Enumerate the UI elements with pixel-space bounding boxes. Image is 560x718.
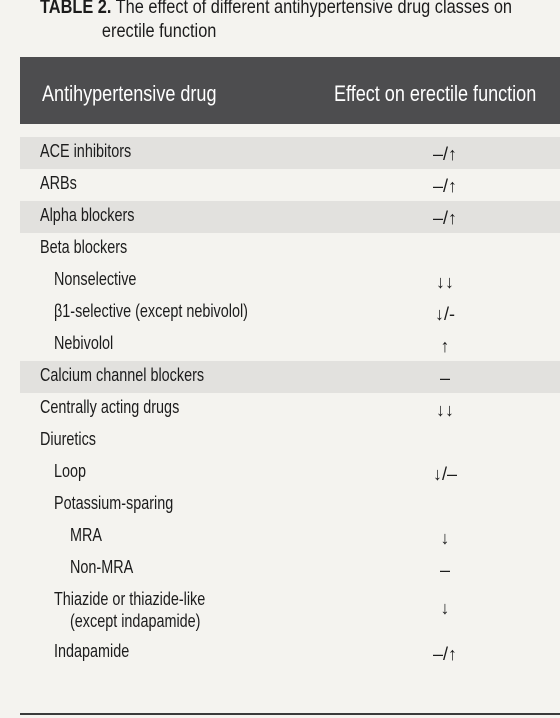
drug-name: Loop	[54, 461, 87, 481]
drug-name-continued: (except indapamide)	[70, 611, 201, 631]
effect-cell: –/↑	[432, 208, 457, 228]
drug-cell	[54, 460, 86, 482]
drug-cell	[70, 556, 133, 578]
table-body	[20, 137, 560, 669]
effect-cell: ↓	[440, 528, 450, 548]
effect-cell: ↑	[440, 336, 450, 356]
drug-cell	[54, 268, 136, 290]
header-drug: Antihypertensive drug	[42, 81, 217, 106]
drug-name: Thiazide or thiazide-like	[54, 589, 206, 609]
table-row	[20, 201, 560, 233]
table-row	[20, 233, 560, 265]
table-caption	[40, 0, 513, 44]
drug-cell	[54, 492, 173, 514]
effect-cell: –/↑	[432, 644, 457, 664]
drug-name: β1-selective (except nebivolol)	[54, 301, 248, 321]
drug-name: MRA	[70, 525, 102, 545]
drug-name: Non-MRA	[70, 557, 134, 577]
drug-name: ACE inhibitors	[40, 141, 132, 161]
drug-cell	[40, 204, 134, 226]
table-row	[20, 457, 560, 489]
table-row	[20, 393, 560, 425]
drug-cell	[40, 364, 204, 386]
effect-cell: –/↑	[432, 176, 457, 196]
drug-cell	[54, 640, 129, 662]
effect-cell: ↓/–	[432, 464, 457, 484]
drug-cell	[70, 524, 102, 546]
effect-cell: ↓	[440, 598, 450, 618]
drug-name: Nebivolol	[54, 333, 114, 353]
drug-cell	[40, 396, 179, 418]
drug-name: ARBs	[40, 173, 77, 193]
drug-name: Calcium channel blockers	[40, 365, 205, 385]
table-row	[20, 553, 560, 585]
drug-cell	[54, 588, 205, 632]
effect-cell: ↓↓	[436, 272, 454, 292]
drug-name: Alpha blockers	[40, 205, 135, 225]
table-row	[20, 489, 560, 521]
drug-cell	[40, 236, 127, 258]
header-effect: Effect on erectile function	[334, 81, 537, 106]
table-title-line1: The effect of different antihypertensive drug classes on	[115, 0, 513, 18]
table-row	[20, 521, 560, 553]
table-bottom-rule	[20, 713, 560, 715]
drug-name: Diuretics	[40, 429, 97, 449]
effect-cell: –	[439, 368, 450, 388]
table-row	[20, 265, 560, 297]
table-row	[20, 137, 560, 169]
table-title-line2: erectile function	[101, 21, 217, 42]
effect-cell: ↓/-	[435, 304, 455, 324]
drug-name: Beta blockers	[40, 237, 128, 257]
table-row	[20, 585, 560, 637]
drug-name: Potassium-sparing	[54, 493, 174, 513]
table-label: TABLE 2.	[40, 0, 112, 18]
drug-cell	[40, 140, 131, 162]
drug-name: Indapamide	[54, 641, 130, 661]
effect-cell: –/↑	[432, 144, 457, 164]
drug-cell	[54, 332, 113, 354]
table-header	[20, 57, 560, 124]
table-row	[20, 425, 560, 457]
table-row	[20, 169, 560, 201]
table-row	[20, 297, 560, 329]
table-row	[20, 637, 560, 669]
drug-cell	[40, 428, 96, 450]
drug-cell	[40, 172, 77, 194]
table-row	[20, 329, 560, 361]
table-row	[20, 361, 560, 393]
drug-name: Nonselective	[54, 269, 137, 289]
drug-name: Centrally acting drugs	[40, 397, 180, 417]
effect-cell: –	[439, 560, 450, 580]
drug-cell	[54, 300, 248, 322]
effect-cell: ↓↓	[436, 400, 454, 420]
